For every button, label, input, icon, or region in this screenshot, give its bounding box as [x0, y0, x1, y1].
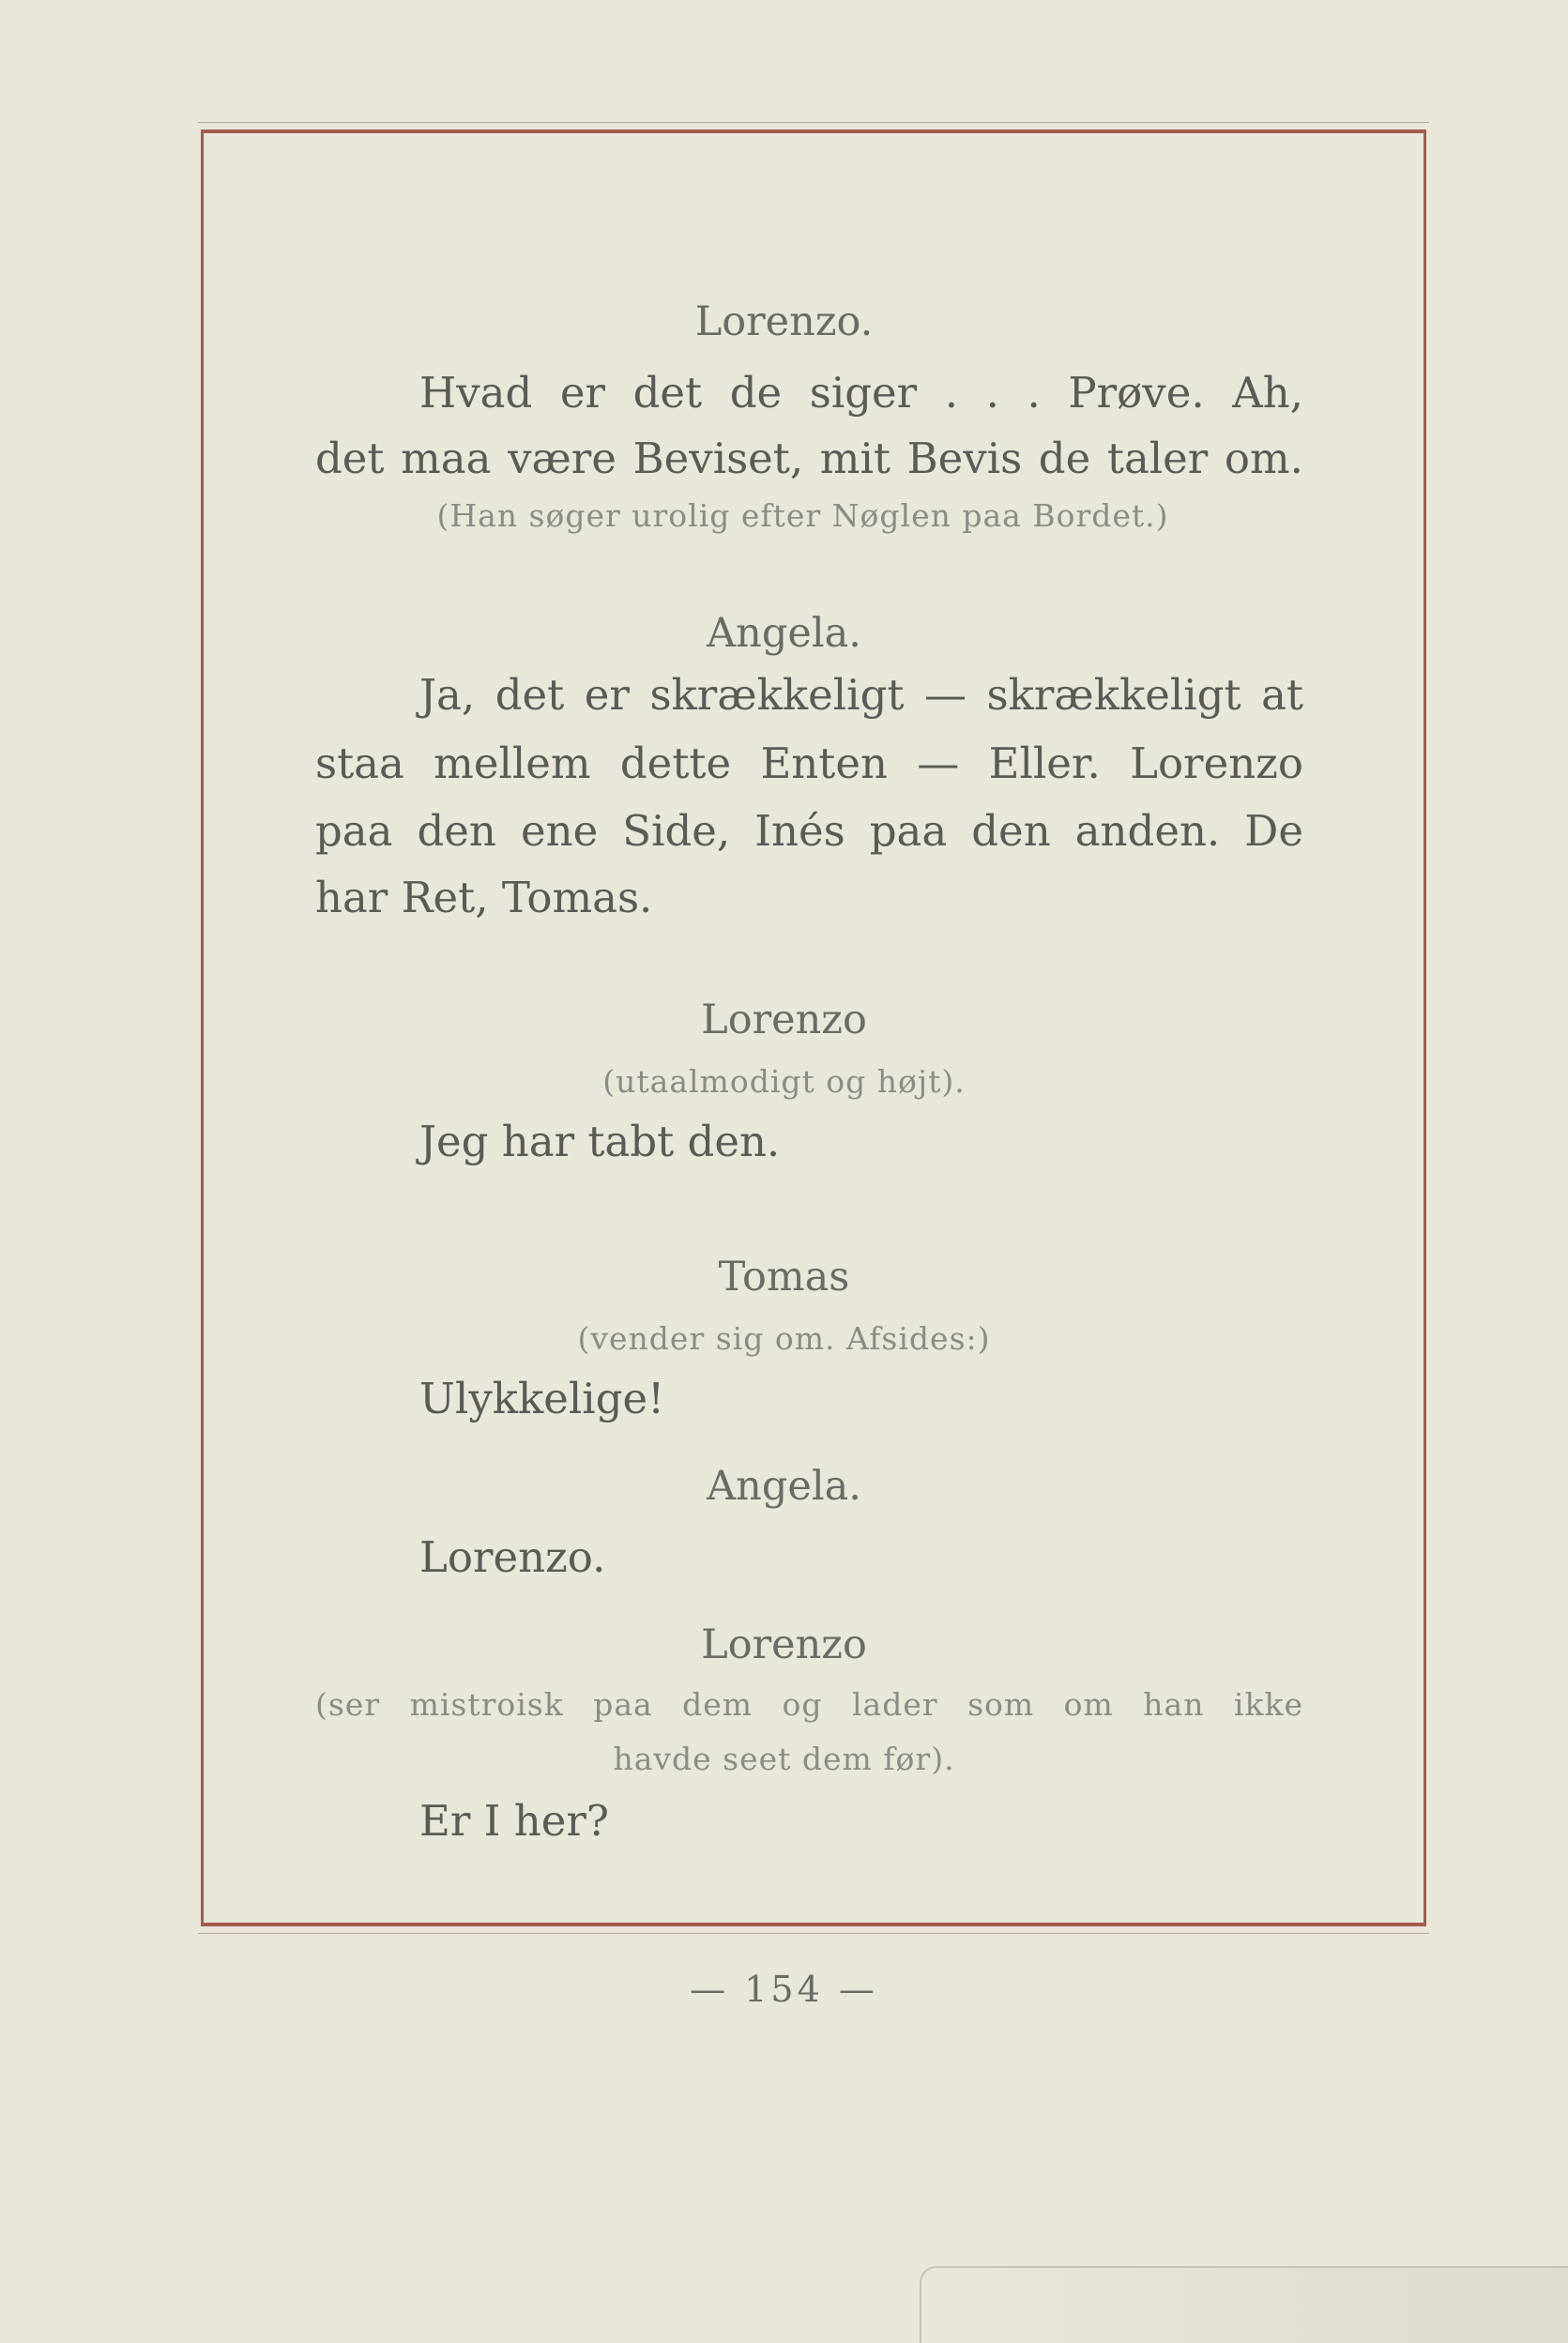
speaker-lorenzo: Lorenzo	[701, 997, 867, 1043]
dialog-line: Ulykkelige!	[419, 1374, 665, 1423]
stage-direction: (vender sig om. Afsides:)	[577, 1320, 991, 1357]
corner-page-edge	[920, 2266, 1568, 2343]
page-number: — 154 —	[690, 1969, 878, 2010]
stage-direction: (ser mistroisk paa dem og lader som om han ikke	[315, 1686, 1303, 1723]
stage-direction: (Han søger urolig efter Nøglen paa Bordet.)	[436, 497, 1169, 534]
dialog-line: Er I her?	[419, 1796, 609, 1846]
dialog-line: Hvad er det de siger . . . Prøve. Ah,	[419, 368, 1303, 418]
dialog-line: Ja, det er skrækkeligt — skrækkeligt at	[419, 670, 1303, 720]
speaker-lorenzo: Lorenzo	[701, 1621, 867, 1668]
stage-direction: (utaalmodigt og højt).	[602, 1063, 966, 1100]
speaker-tomas: Tomas	[718, 1254, 850, 1301]
speaker-angela: Angela.	[707, 1463, 861, 1510]
dialog-line: Lorenzo.	[419, 1532, 606, 1582]
stage-direction: havde seet dem før).	[613, 1741, 955, 1777]
speaker-angela: Angela.	[707, 610, 861, 657]
dialog-line: det maa være Beviset, mit Bevis de taler om.	[315, 434, 1303, 483]
dialog-line: har Ret, Tomas.	[315, 873, 653, 922]
speaker-lorenzo: Lorenzo.	[694, 298, 874, 345]
dialog-line: Jeg har tabt den.	[419, 1117, 781, 1166]
dialog-line: staa mellem dette Enten — Eller. Lorenzo	[315, 738, 1303, 788]
dialog-line: paa den ene Side, Inés paa den anden. De	[315, 806, 1303, 856]
